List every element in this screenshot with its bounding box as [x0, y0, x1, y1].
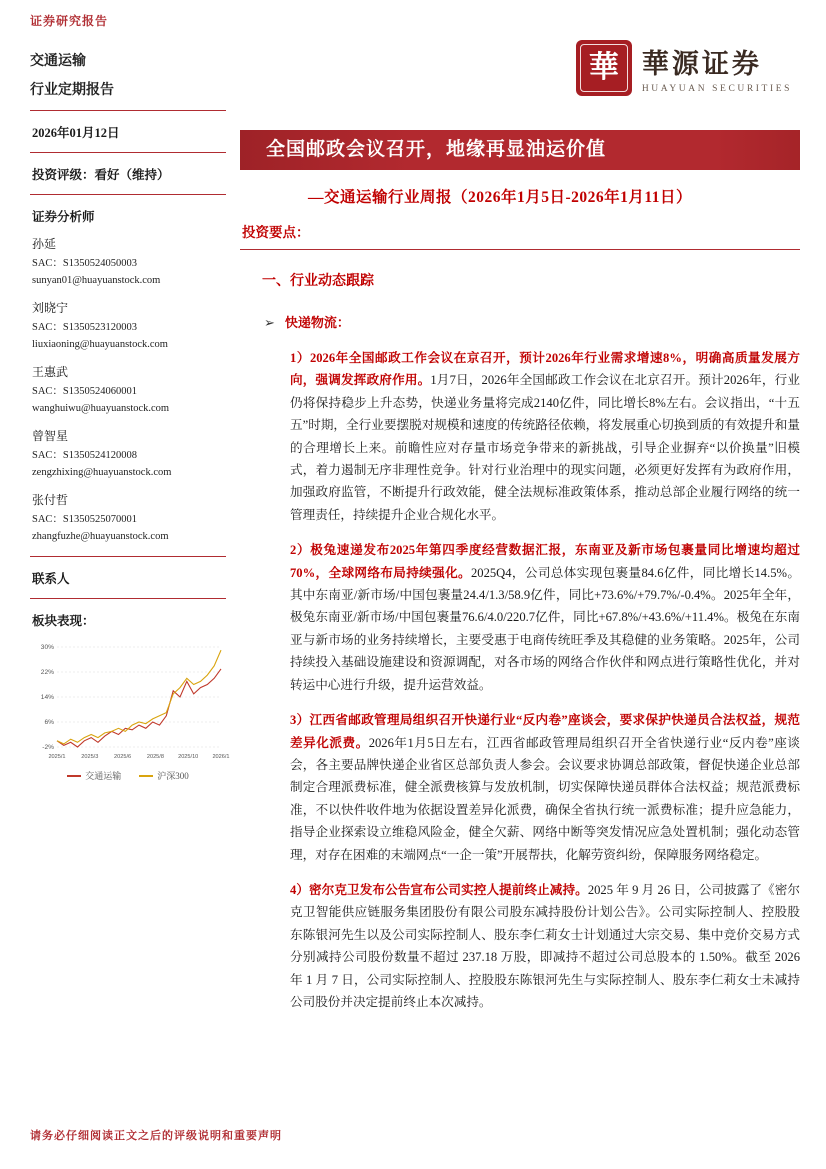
paragraphs [290, 347, 800, 1013]
bullet-row [264, 312, 800, 331]
paragraph-lead: 4）密尔克卫发布公告宣布公司实控人提前终止减持。 [290, 882, 588, 897]
analysts-title: 证券分析师 [32, 210, 95, 224]
brand-name-cn: 華源证券 [641, 49, 762, 79]
analyst-email[interactable]: sunyan01@huayuanstock.com [32, 275, 161, 286]
brand-seal-icon [576, 40, 632, 96]
analyst-name: 张付哲 [32, 493, 69, 507]
legend-item [67, 769, 121, 782]
divider [30, 598, 226, 599]
report-subtitle: —交通运输行业周报（2026年1月5日-2026年1月11日） [308, 189, 693, 206]
analyst-name: 曾智星 [32, 429, 69, 443]
analyst-email[interactable]: wanghuiwu@huayuanstock.com [32, 403, 170, 414]
divider [30, 152, 226, 153]
analyst-entry [32, 427, 226, 481]
svg-text:2026/1: 2026/1 [212, 754, 230, 760]
section-heading: 一、行业动态跟踪 [262, 274, 374, 289]
analyst-entry [32, 299, 226, 353]
legend-label: 交通运输 [85, 771, 122, 781]
analyst-sac: SAC：S1350524050003 [32, 258, 138, 269]
disclaimer-footer: 请务必仔细阅读正文之后的评级说明和重要声明 [30, 1130, 282, 1142]
analyst-sac: SAC：S1350525070001 [32, 514, 138, 525]
chart-legend [30, 769, 226, 782]
paragraph [290, 879, 800, 1013]
seal-glyph: 華 [588, 51, 619, 84]
legend-swatch [67, 775, 81, 777]
svg-text:2025/6: 2025/6 [114, 754, 132, 760]
brand-text [642, 42, 792, 94]
svg-text:2025/10: 2025/10 [178, 754, 199, 760]
arrow-bullet-icon: ➢ [264, 315, 275, 330]
paragraph-lead: 2）极兔速递发布2025年第四季度经营数据汇报，东南亚及新市场包裹量同比增速均超过70%，全球网络布局持续强化。 [290, 543, 800, 580]
svg-text:14%: 14% [40, 694, 54, 702]
paragraph-body: 1月7日，2026年全国邮政工作会议在北京召开。预计2026年，行业仍将保持稳步上升态势，快递业务量将完成2140亿件，同比增长8%左右。会议指出，“十五五”时期，全行业要摆脱对规模和速度的传统路径依赖，将发展重心切换到质的有效提升和量的合理增长上来。前瞻性应对存量市场竞争带来的新挑战，引导企业摒弃“以价换量”旧模式，着力遏制无序非理性竞争。针对行业治理中的现实问题，必须更好发挥有为政府作用，加强政府监管，不断提升行政效能，健全法规标准政策体系，推动总部企业履行网络的统一管理责任，持续提升企业合规化水平。 [290, 373, 801, 522]
paragraph-lead: 3）江西省邮政管理局组织召开快递行业“反内卷”座谈会，要求保护快递员合法权益，规范差异化派费。 [290, 713, 800, 750]
analyst-entry [32, 235, 226, 289]
svg-text:2025/3: 2025/3 [81, 754, 99, 760]
keypoints-label: 投资要点： [240, 207, 800, 250]
svg-text:2025/1: 2025/1 [48, 754, 66, 760]
analyst-sac: SAC：S1350524120008 [32, 450, 138, 461]
industry-category: 交通运输 [30, 54, 86, 69]
legend-swatch [139, 775, 153, 777]
analyst-name: 刘晓宁 [32, 301, 69, 315]
analyst-entry [32, 363, 226, 417]
analyst-name: 王惠武 [32, 365, 69, 379]
paragraph [290, 709, 800, 866]
performance-chart-svg [30, 639, 230, 767]
report-body [240, 130, 800, 1026]
svg-text:-2%: -2% [42, 744, 54, 752]
analyst-sac: SAC：S1350524060001 [32, 386, 138, 397]
report-type: 行业定期报告 [30, 83, 114, 98]
svg-text:22%: 22% [40, 669, 54, 677]
report-title-banner: 全国邮政会议召开，地缘再显油运价值 [240, 130, 800, 170]
report-category-label: 证券研究报告 [30, 14, 109, 28]
sector-performance-title: 板块表现： [32, 614, 95, 628]
legend-item [139, 769, 189, 782]
svg-text:6%: 6% [44, 719, 54, 727]
analyst-email[interactable]: zhangfuzhe@huayuanstock.com [32, 531, 169, 542]
analyst-name: 孙延 [32, 237, 57, 251]
paragraph-body: 2025 年 9 月 26 日，公司披露了《密尔克卫智能供应链服务集团股份有限公司股东减持股份计划公告》。公司实际控制人、控股股东陈银河先生以及公司实际控制人、股东李仁莉女士计划通过大宗交易、集中竞价交易方式分别减持公司股份数量不超过 237.18 万股，即减持不超过公司总股本的 1.50%。截至 2026 年 1 月 7 日，公司实际控制人、控股股东陈银河先生与实际控制人、股东李仁莉女士未减持公司股份并决定提前终止本次减持。 [290, 882, 800, 1009]
legend-label: 沪深300 [157, 771, 189, 781]
divider [30, 194, 226, 195]
investment-rating: 投资评级：看好（维持） [32, 168, 170, 182]
paragraph [290, 539, 800, 696]
divider [30, 556, 226, 557]
analyst-entry [32, 491, 226, 545]
bullet-label: 快递物流： [284, 315, 350, 330]
brand-header [576, 40, 792, 96]
analyst-email[interactable]: zengzhixing@huayuanstock.com [32, 467, 172, 478]
svg-text:2025/8: 2025/8 [146, 754, 164, 760]
contact-title: 联系人 [32, 572, 70, 586]
paragraph-lead: 1）2026年全国邮政工作会议在京召开，预计2026年行业需求增速8%，明确高质量发展方向，强调发挥政府作用。 [290, 351, 800, 388]
paragraph-body: 2026年1月5日左右，江西省邮政管理局组织召开全省快递行业“反内卷”座谈会，各主要品牌快递企业省区总部负责人参会。会议要求协调总部政策，督促快递企业总部制定合理派费标准，健全派费核算与发放机制，切实保障快递员群体合法权益；规范派费标准，不以快件收件地为依据设置差异化派费，确保全省执行统一派费标准；提升应急能力，指导企业探索设立维稳风险金，健全欠薪、网络中断等突发情况应急处置机制；强化动态管理，对存在困难的末端网点“一企一策”开展帮扶，化解劳资纠纷，保障服务网络稳定。 [290, 735, 801, 862]
report-date: 2026年01月12日 [32, 126, 120, 140]
paragraph-body: 2025Q4，公司总体实现包裹量84.6亿件，同比增长14.5%。其中东南亚/新市场/中国包裹量24.4/1.3/58.9亿件，同比+73.6%/+79.7%/-0.4%。2025年全年，极兔东南亚/新市场/中国包裹量76.6/4.0/220.7亿件，同比+67.8%/+43.6%/+11.4%。极兔在东南亚与新市场的业务持续增长，主要受惠于电商传统旺季及其稳健的业务策略。2025年，公司持续投入基础设施建设和资源调配，对各市场的网络合作伙伴和网点进行策略性优化，并对转运中心进行升级，提升运营效益。 [290, 565, 800, 692]
performance-chart [30, 639, 230, 782]
brand-name-en: HUAYUAN SECURITIES [641, 84, 792, 94]
analyst-email[interactable]: liuxiaoning@huayuanstock.com [32, 339, 168, 350]
svg-text:30%: 30% [40, 644, 54, 652]
divider [30, 110, 226, 111]
analyst-sac: SAC：S1350523120003 [32, 322, 138, 333]
paragraph [290, 347, 800, 526]
sidebar [30, 50, 230, 782]
